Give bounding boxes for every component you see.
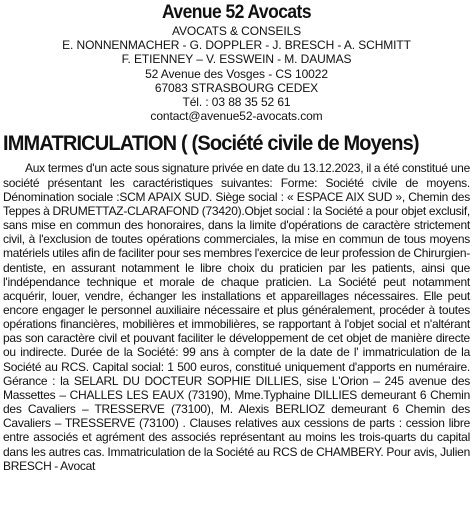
firm-email: contact@avenue52-avocats.com [150,109,323,124]
firm-name: Avenue 52 Avocats [162,2,311,23]
firm-city: 67083 STRASBOURG CEDEX [154,80,319,95]
notice-title: IMMATRICULATION ( (Société civile de Moyens) [3,131,419,156]
firm-tagline: AVOCATS & CONSEILS [171,24,302,38]
firm-street-address: 52 Avenue des Vosges - CS 10022 [145,66,328,81]
law-firm-header [3,2,470,123]
partners-line-1: E. NONNENMACHER - G. DOPPLER - J. BRESCH - A. SCHMITT [62,38,411,53]
notice-body: Aux termes d'un acte sous signature privée en date du 13.12.2023, il a été constitué une société présentant les caractéristiques suivantes: Forme: Société civile de moyens. Dénomination sociale :SCM APAIX SUD. Siège social : « ESPACE AIX SUD », Chemin des Teppes à DRUMETTAZ-CLARAFOND (73420).Objet social : la Société a pour objet exclusif, sans mise en commun des honoraires, dans la limite d'opérations de caractère strictement civil, à l'exclusion de toutes opérations commerciales, la mise en commun de tous moyens matériels utiles afin de faciliter pour ses membres l'exercice de leur profession de Chirurgien-dentiste, en assurant notamment le libre choix du praticien par les patients, ainsi que l'indépendance technique et morale de chaque praticien. La Société peut notamment acquérir, louer, vendre, échanger les installations et appareillages nécessaires. Elle peut encore engager le personnel auxiliaire nécessaire et plus généralement, procéder à toutes opérations financières, mobilières et immobilières, se rapportant à l'objet social et n'altérant pas son caractère civil et pouvant faciliter le développement de cet objet de manière directe ou indirecte. Durée de la Société: 99 ans à compter de la date de l' immatriculation de la Société au RCS. Capital social: 1 500 euros, constitué uniquement d'apports en numéraire. Gérance : la SELARL DU DOCTEUR SOPHIE DILLIES, sise L'Orion – 245 avenue des Massettes – CHALLES LES EAUX (73190), Mme.Typhaine DILLIES demeurant 6 Chemin des Cavaliers – TRESSERVE (73100), M. Alexis BERLIOZ demeurant 6 Chemin des Cavaliers – TRESSERVE (73100) . Clauses relatives aux cessions de parts : cession libre entre associés et agrément des associés représentant au moins les trois-quarts du capital dans les autres cas. Immatriculation de la Société au RCS de CHAMBERY. Pour avis, Julien BRESCH - Avocat [3,161,470,473]
partners-line-2: F. ETIENNEY – V. ESSWEIN - M. DAUMAS [121,52,352,67]
firm-phone: Tél. : 03 88 35 52 61 [182,95,291,110]
